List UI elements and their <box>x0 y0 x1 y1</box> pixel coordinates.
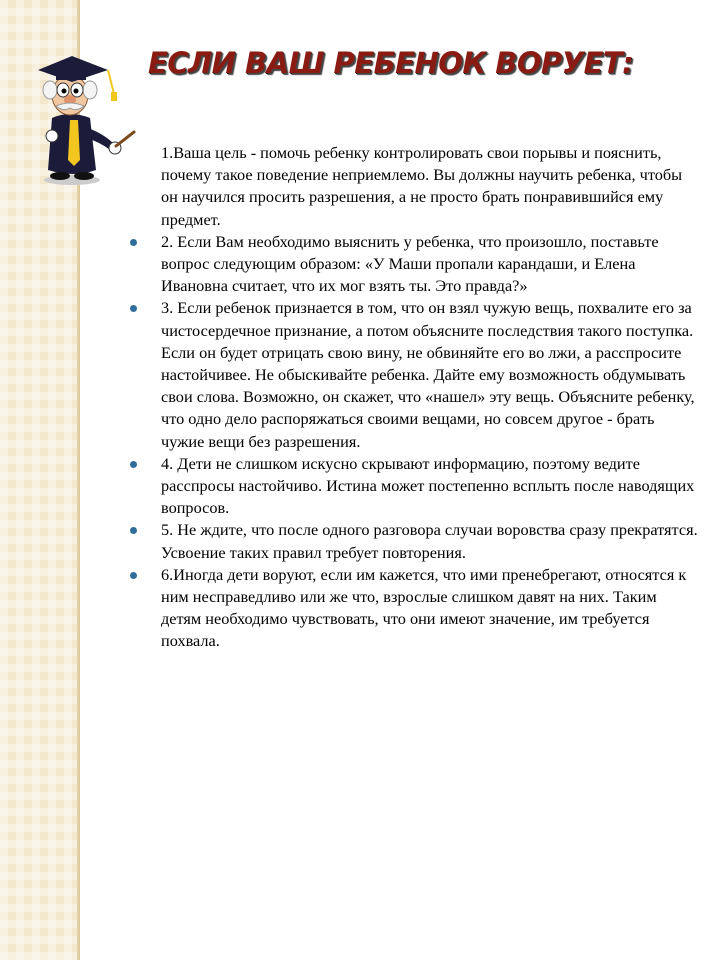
list-item <box>130 231 700 298</box>
page-title: ЕСЛИ ВАШ РЕБЕНОК ВОРУЕТ: <box>148 46 634 80</box>
bullet-dot-icon <box>130 572 137 579</box>
bullet-dot-icon <box>130 461 137 468</box>
list-item-text: 6.Иногда дети воруют, если им кажется, что ими пренебрегают, относятся к ним несправедливо или же что, взрослые слишком давят на них. Таким детям необходимо чувствовать, что они имеют значение, им требуется похвала. <box>161 564 687 651</box>
list-item-text: 3. Если ребенок признается в том, что он взял чужую вещь, похвалите его за чистосердечное признание, а потом объясните последствия такого поступка. Если он будет отрицать свою вину, не обвиняйте его во лжи, а расспросите настойчивее. Не обыскивайте ребенка. Дайте ему возможность обдумывать свои слова. Возможно, он скажет, что «нашел» эту вещь. Объясните ребенку, что одно дело распоряжаться своими вещами, но совсем другое - брать чужие вещи без разрешения. <box>161 298 695 451</box>
bullet-dot-icon <box>130 239 137 246</box>
list-item <box>130 297 700 452</box>
list-item-text: 1.Ваша цель - помочь ребенку контролировать свои порывы и пояснить, почему такое поведение неприемлемо. Вы должны научить ребенка, чтобы он научился просить разрешения, а не просто брать понравившийся ему предмет. <box>161 143 683 229</box>
list-item <box>130 564 700 653</box>
advice-list <box>130 142 700 653</box>
bullet-dot-icon <box>130 527 137 534</box>
list-item-text: 2. Если Вам необходимо выяснить у ребенка, что произошло, поставьте вопрос следующим образом: «У Маши пропали карандаши, и Елена Ивановна считает, что их мог взять ты. Это правда?» <box>161 231 659 296</box>
list-item-text: 4. Дети не слишком искусно скрывают информацию, поэтому ведите расспросы настойчиво. Истина может постепенно всплыть после наводящих вопросов. <box>161 453 695 518</box>
list-item <box>130 519 700 563</box>
list-item <box>130 453 700 520</box>
list-item-text: 5. Не ждите, что после одного разговора случаи воровства сразу прекратятся. Усвоение таких правил требует повторения. <box>161 520 698 562</box>
bullet-dot-icon <box>130 305 137 312</box>
professor-mascot-icon <box>30 40 140 190</box>
list-item <box>130 142 700 231</box>
